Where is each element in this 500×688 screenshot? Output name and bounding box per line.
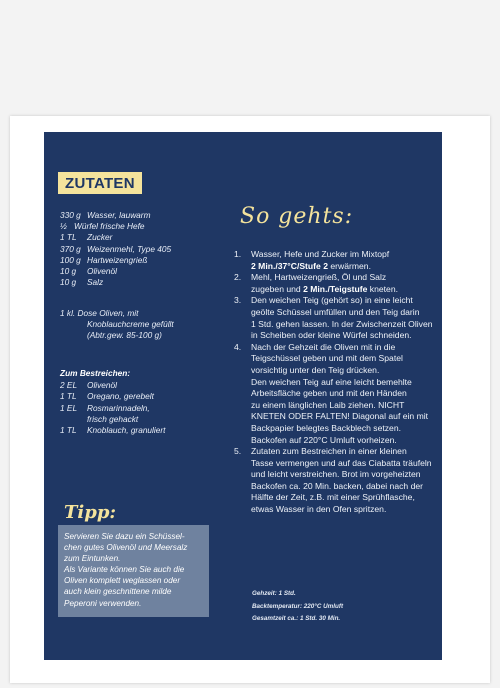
step-line: Nach der Gehzeit die Oliven mit in die — [251, 341, 396, 352]
ingredient-text: Salz — [87, 277, 104, 288]
ingredient-row — [60, 266, 171, 277]
tipp-line: Oliven komplett weglassen oder — [64, 576, 181, 586]
step-bold: 2 Min./37°C/Stufe 2 — [251, 260, 328, 271]
step-text — [251, 249, 442, 272]
ingredient-qty: 100 g — [60, 254, 81, 265]
step-item — [234, 249, 442, 272]
ingredient-qty — [60, 414, 87, 425]
step-number: 5. — [234, 446, 242, 457]
steps-list — [234, 249, 442, 516]
ingredient-text: Olivenöl — [87, 380, 117, 391]
tipp-line: chen gutes Olivenöl und Meersalz — [64, 543, 188, 553]
ingredient-text: Weizenmehl, Type 405 — [87, 243, 172, 254]
olives-line: (Abtr.gew. 85-100 g) — [87, 330, 162, 341]
tipp-line: Peperoni verwenden. — [64, 598, 142, 608]
step-text — [251, 446, 442, 516]
ingredient-qty: 10 g — [60, 277, 77, 288]
ingredient-text: Oregano, gerebelt — [87, 391, 154, 402]
step-line: Arbeitsfläche geben und mit den Händen — [251, 388, 407, 399]
step-item — [234, 295, 442, 341]
ingredient-text: Wasser, lauwarm — [87, 210, 151, 220]
bestreichen-block — [60, 368, 165, 436]
ingredient-text: frisch gehackt — [87, 413, 139, 424]
ingredient-text: Hartweizengrieß — [87, 254, 148, 265]
ingredient-row — [60, 255, 171, 266]
timing-info — [252, 588, 343, 626]
step-line: vorsichtig unter den Teig drücken. — [251, 364, 380, 375]
step-line: in Scheiben oder kleine Würfel schneiden. — [251, 330, 412, 341]
step-line: KNETEN ODER FALTEN! Diagonal auf ein mit — [251, 411, 429, 422]
ingredient-row — [60, 403, 165, 414]
ingredient-qty: ½ — [60, 221, 67, 232]
ingredient-text: Zucker — [87, 232, 113, 243]
step-line: zugeben und — [251, 283, 304, 294]
step-line: Tasse vermengen und auf das Ciabatta träufeln — [251, 457, 432, 468]
step-item — [234, 272, 442, 295]
step-line: Teigschüssel geben und mit dem Spatel — [251, 353, 403, 364]
ingredient-qty: 1 TL — [60, 232, 77, 243]
step-line: etwas Wasser in den Ofen spritzen. — [251, 504, 387, 515]
step-text — [251, 295, 442, 341]
step-number: 3. — [234, 295, 242, 306]
step-line: Backpapier belegtes Backblech setzen. — [251, 422, 402, 433]
ingredient-qty: 330 g — [60, 210, 81, 220]
step-line: Den weichen Teig (gehört so) in eine leicht — [251, 295, 413, 306]
tipp-line: Servieren Sie dazu ein Schüssel- — [64, 532, 185, 541]
step-line: Zutaten zum Bestreichen in einer kleinen — [251, 446, 407, 457]
ingredient-row — [60, 210, 171, 221]
tipp-line: auch klein geschnittene milde — [64, 587, 172, 597]
olives-line: Knoblauchcreme gefüllt — [87, 319, 174, 330]
recipe-card — [44, 132, 442, 660]
ingredient-qty: 370 g — [60, 243, 81, 254]
step-number: 1. — [234, 249, 242, 259]
step-line: geölte Schüssel umfüllen und den Teig darin — [251, 306, 420, 317]
step-line: Backofen auf 220°C Umluft vorheizen. — [251, 434, 397, 445]
step-text — [251, 272, 442, 295]
ingredient-row — [60, 221, 171, 232]
step-line: Wasser, Hefe und Zucker im Mixtopf — [251, 249, 390, 259]
ingredient-qty: 1 TL — [60, 425, 77, 436]
tipp-heading: Tipp: — [64, 502, 117, 523]
step-line: Den weichen Teig auf eine leicht bemehlte — [251, 376, 412, 387]
ingredient-qty: 10 g — [60, 266, 77, 277]
ingredient-row — [60, 277, 171, 288]
step-number: 2. — [234, 272, 242, 283]
ingredient-row — [60, 380, 165, 391]
ingredient-list — [60, 210, 171, 288]
step-number: 4. — [234, 341, 242, 352]
gesamtzeit: Gesamtzeit ca.: 1 Std. 30 Min. — [252, 615, 341, 622]
step-line: erwärmen. — [327, 260, 371, 271]
ingredient-qty: 2 EL — [60, 380, 78, 391]
ingredient-row — [60, 414, 165, 425]
step-line: Hälfte der Zeit, z.B. mit einer Sprühflasche, — [251, 492, 415, 503]
step-line: zu einem länglichen Laib ziehen. NICHT — [251, 399, 405, 410]
step-item — [234, 342, 442, 446]
so-gehts-heading: So gehts: — [240, 204, 354, 229]
zutaten-title: ZUTATEN — [58, 172, 142, 194]
step-line: Backofen ca. 20 Min. backen, dabei nach der — [251, 480, 423, 491]
olives-line: 1 kl. Dose Oliven, mit — [60, 308, 139, 318]
step-line: 1 Std. gehen lassen. In der Zwischenzeit Oliven — [251, 318, 433, 329]
step-line: kneten. — [367, 283, 398, 294]
step-line: und leicht verstreichen. Brot im vorgeheizten — [251, 469, 421, 480]
step-bold: 2 Min./Teigstufe — [303, 283, 368, 294]
ingredient-text: Knoblauch, granuliert — [87, 425, 166, 436]
ingredient-row — [60, 232, 171, 243]
step-text — [251, 342, 442, 446]
tipp-line: Als Variante können Sie auch die — [64, 565, 185, 575]
ingredient-text: Würfel frische Hefe — [74, 221, 145, 232]
tipp-box — [58, 525, 209, 617]
step-item — [234, 446, 442, 516]
ingredient-qty: 1 EL — [60, 402, 78, 413]
step-line: Mehl, Hartweizengrieß, Öl und Salz — [251, 272, 387, 283]
backtemperatur: Backtemperatur: 220°C Umluft — [252, 602, 344, 610]
gehzeit: Gehzeit: 1 Std. — [252, 590, 296, 597]
olives-block — [60, 308, 174, 342]
tipp-line: zum Eintunken. — [64, 554, 121, 564]
ingredient-row — [60, 391, 165, 402]
ingredient-qty: 1 TL — [60, 391, 77, 402]
ingredient-row — [60, 244, 171, 255]
bestreichen-heading: Zum Bestreichen: — [60, 368, 131, 378]
ingredient-text: Olivenöl — [87, 266, 117, 277]
ingredient-row — [60, 425, 165, 436]
ingredient-text: Rosmarinnadeln, — [87, 402, 150, 413]
